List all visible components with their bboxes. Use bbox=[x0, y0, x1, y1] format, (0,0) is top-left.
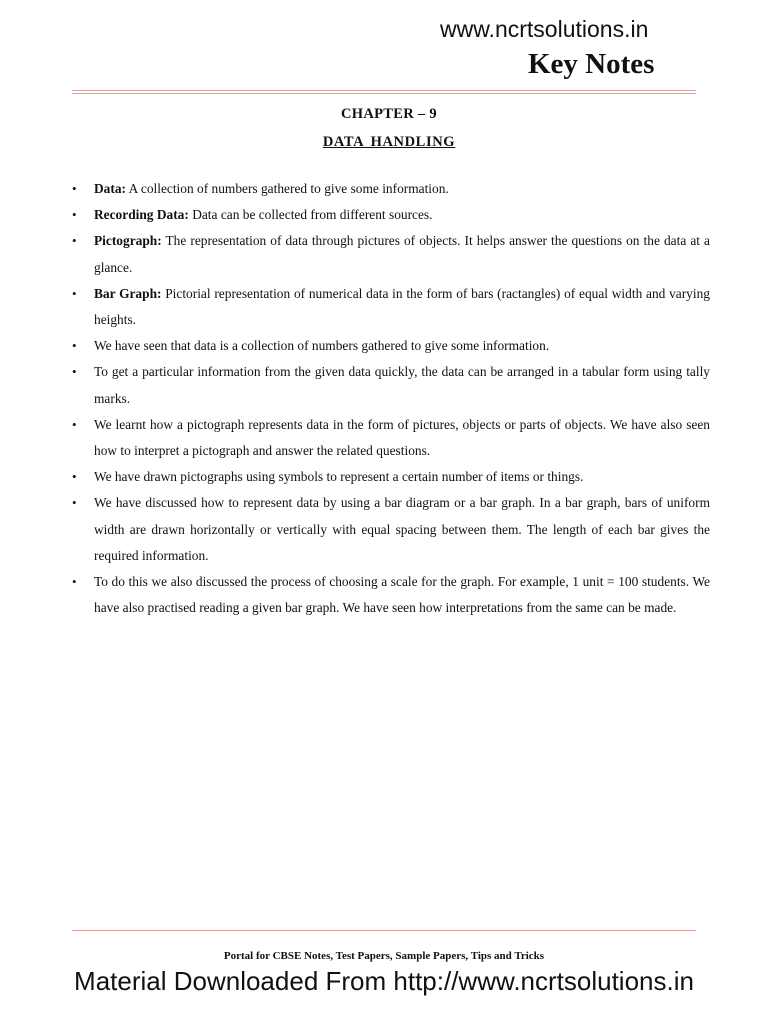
note-term: Pictograph: bbox=[94, 233, 162, 249]
note-text: We have discussed how to represent data by using a bar diagram or a bar graph. In a bar graph, bars of uniform width are drawn horizontally or vertically with equal spacing between them. The length of each bar gives the required information. bbox=[94, 495, 710, 563]
note-item bbox=[72, 176, 710, 202]
note-item bbox=[72, 464, 710, 490]
chapter-number: CHAPTER – 9 bbox=[341, 106, 437, 122]
note-item bbox=[72, 281, 710, 333]
note-text: To do this we also discussed the process of choosing a scale for the graph. For example, 1 unit = 100 students. We have also practised reading a given bar graph. We have seen how interpretations from the same can be made. bbox=[94, 574, 710, 616]
bullet-icon: • bbox=[72, 207, 77, 223]
bullet-icon: • bbox=[72, 364, 77, 380]
note-item bbox=[72, 202, 710, 228]
note-item bbox=[72, 228, 710, 280]
site-url[interactable]: www.ncrtsolutions.in bbox=[440, 16, 649, 42]
note-term: Data: bbox=[94, 181, 126, 196]
note-text: The representation of data through pictures of objects. It helps answer the questions on the data at a glance. bbox=[94, 233, 710, 275]
bullet-icon: • bbox=[72, 338, 77, 354]
note-text: A collection of numbers gathered to give some information. bbox=[125, 181, 449, 196]
note-term: Bar Graph: bbox=[94, 285, 162, 301]
chapter-title: DATA HANDLING bbox=[322, 134, 456, 150]
note-text: We learnt how a pictograph represents data in the form of pictures, objects or parts of objects. We have also seen how to interpret a pictograph and answer the related questions. bbox=[94, 416, 710, 459]
bullet-icon: • bbox=[72, 285, 77, 301]
footer-divider bbox=[72, 930, 696, 931]
note-text: To get a particular information from the given data quickly, the data can be arranged in a tabular form using tally marks. bbox=[94, 364, 710, 406]
note-item bbox=[72, 412, 710, 464]
bullet-icon: • bbox=[72, 574, 77, 590]
bullet-icon: • bbox=[72, 233, 77, 249]
note-text: Pictorial representation of numerical data in the form of bars (ractangles) of equal width and varying heights. bbox=[94, 285, 710, 328]
note-item bbox=[72, 490, 710, 569]
note-text: We have drawn pictographs using symbols to represent a certain number of items or things. bbox=[94, 469, 584, 485]
note-term: Recording Data: bbox=[94, 207, 189, 223]
page-title: Key Notes bbox=[528, 48, 655, 80]
note-text: Data can be collected from different sources. bbox=[188, 207, 433, 223]
note-item bbox=[72, 333, 710, 359]
bullet-icon: • bbox=[72, 181, 77, 196]
note-text: We have seen that data is a collection of numbers gathered to give some information. bbox=[94, 338, 550, 354]
key-notes-list bbox=[72, 176, 710, 621]
bullet-icon: • bbox=[72, 416, 77, 432]
footer-download-link[interactable]: Material Downloaded From http://www.ncrtsolutions.in bbox=[74, 966, 694, 996]
bullet-icon: • bbox=[72, 469, 77, 485]
header-divider bbox=[72, 90, 696, 94]
footer-portal-text: Portal for CBSE Notes, Test Papers, Sample Papers, Tips and Tricks bbox=[223, 950, 545, 962]
note-item bbox=[72, 569, 710, 621]
note-item bbox=[72, 359, 710, 411]
bullet-icon: • bbox=[72, 495, 77, 511]
